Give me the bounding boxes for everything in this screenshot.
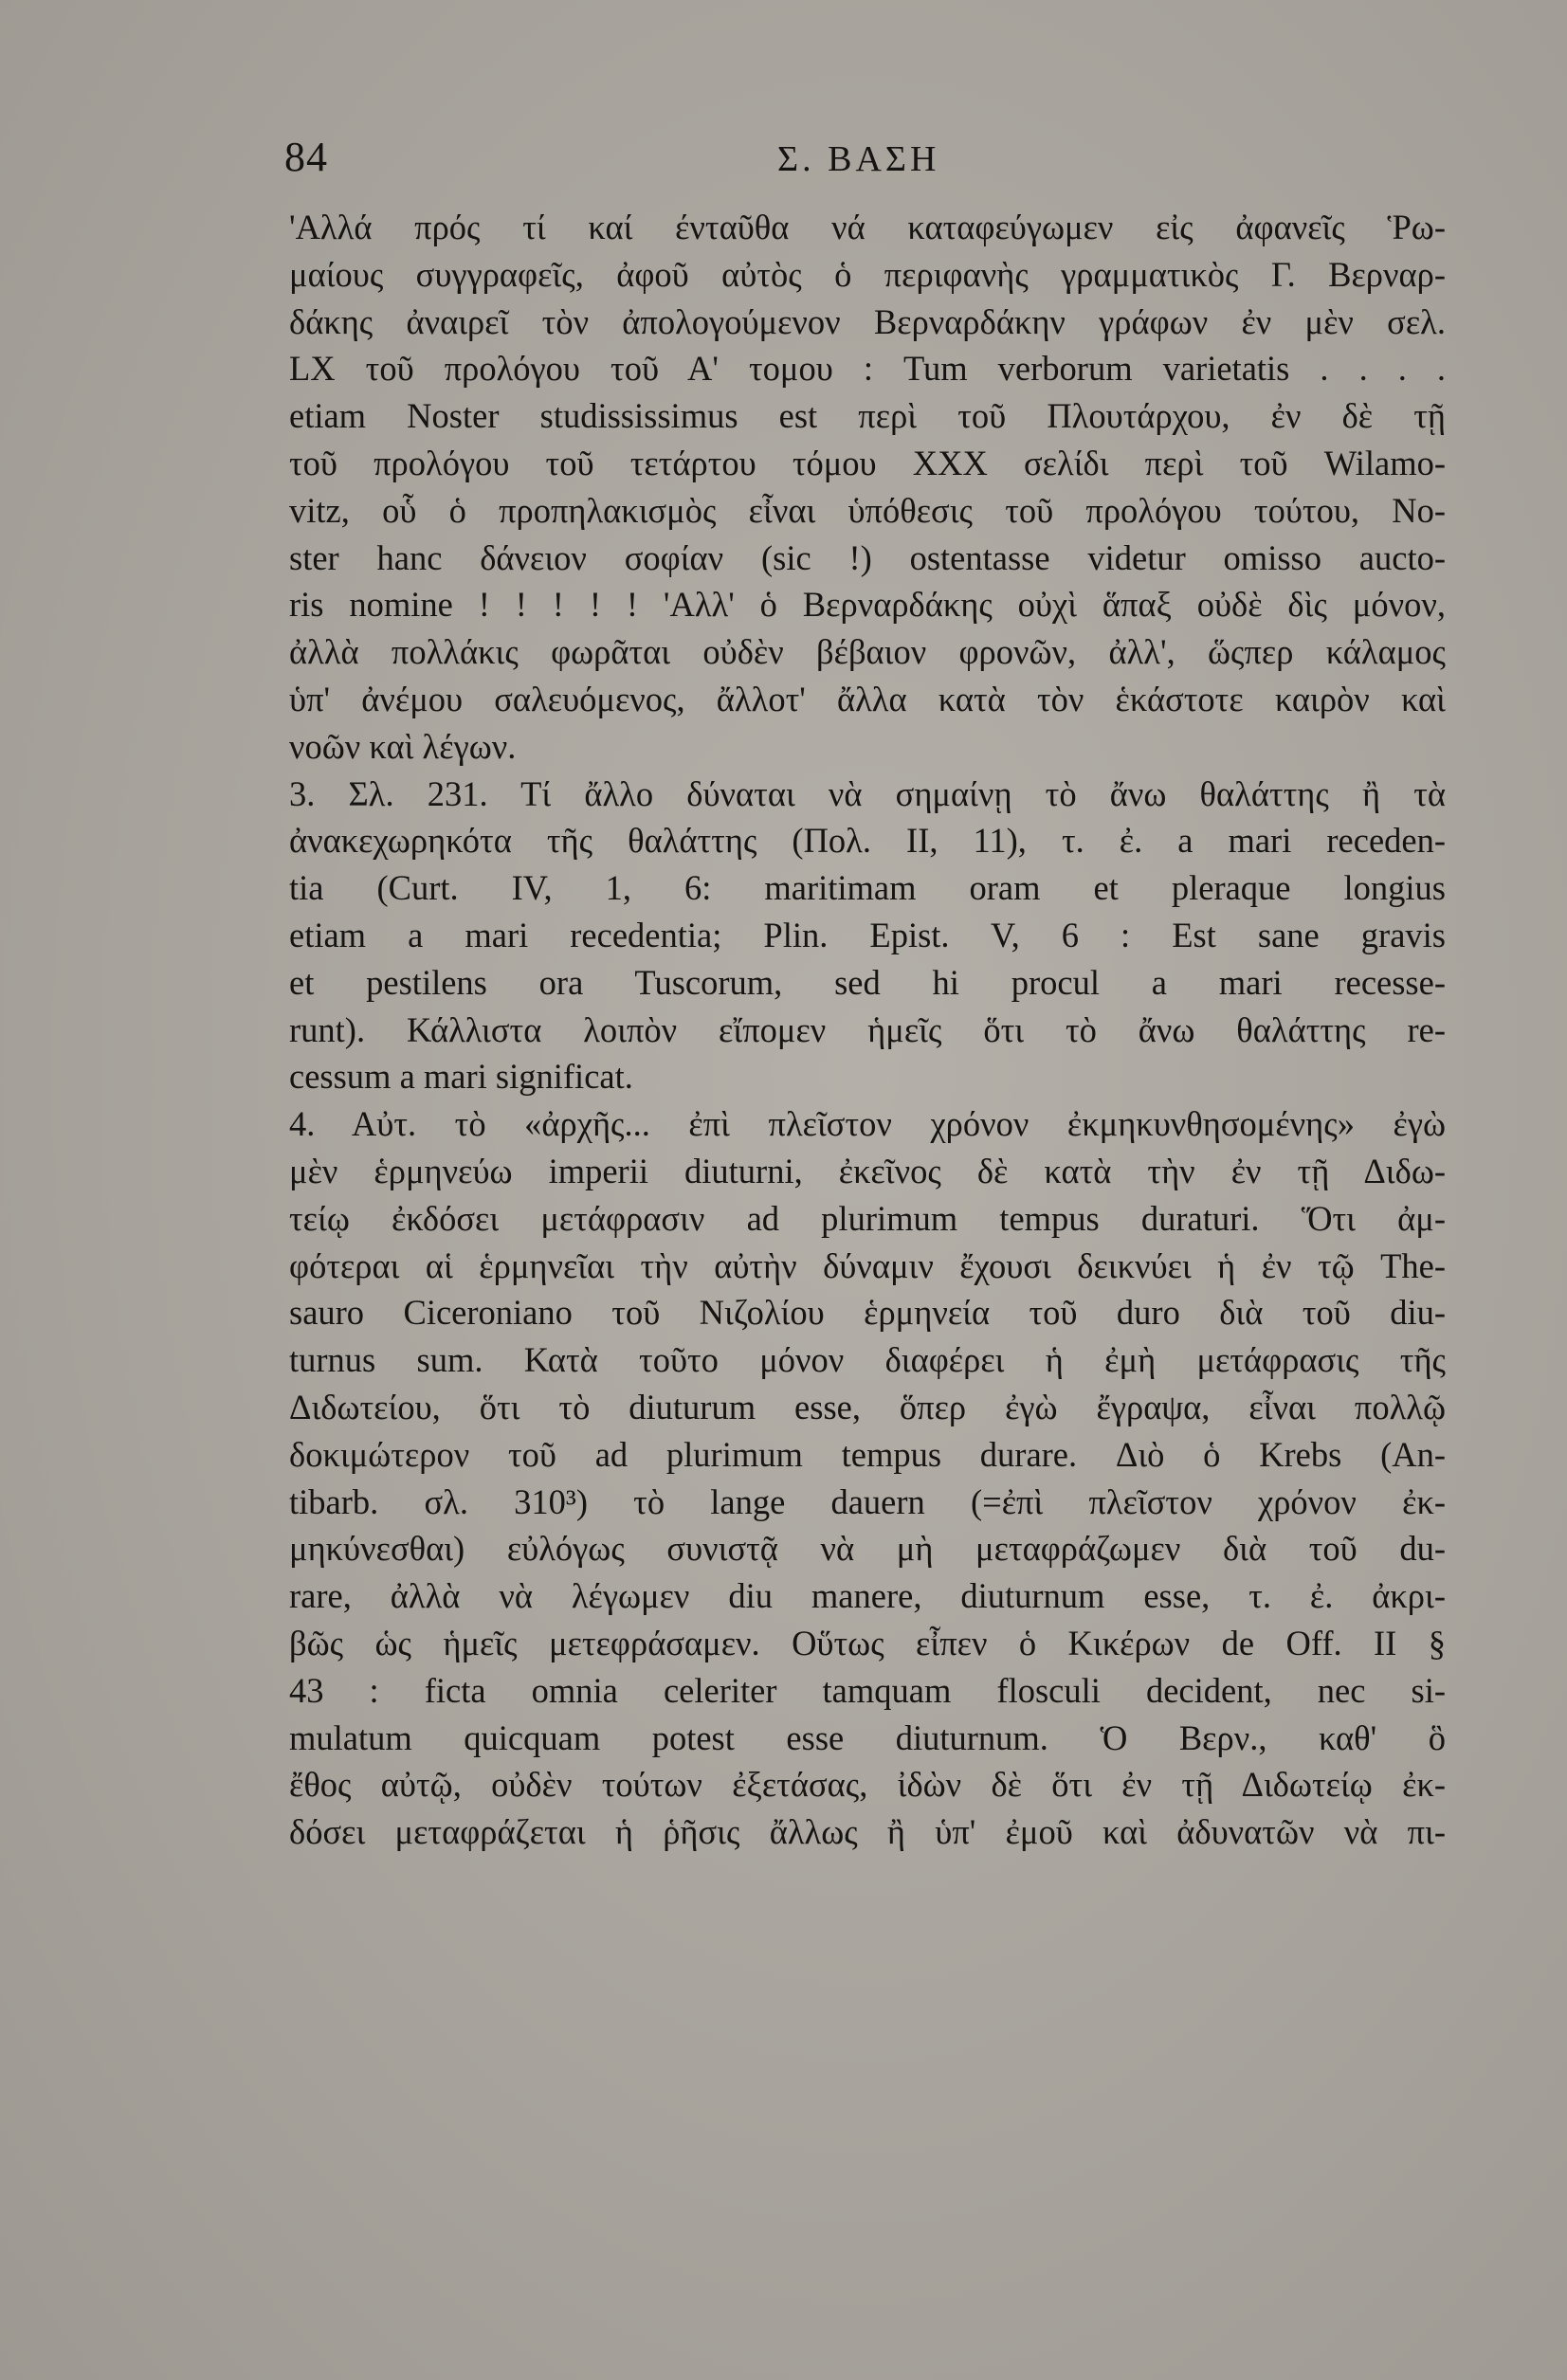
text-line: μαίους συγγραφεῖς, ἀφοῦ αὐτὸς ὁ περιφανὴς γραμματικὸς Γ. Βερναρ- xyxy=(289,254,1446,294)
body-text xyxy=(289,204,1446,1856)
running-head: Σ. ΒΑΣΗ xyxy=(777,139,940,179)
text-line: cessum a mari significat. xyxy=(289,1057,633,1097)
text-line: νοῶν καὶ λέγων. xyxy=(289,726,517,766)
page-number: 84 xyxy=(284,134,328,180)
text-line: etiam Noster studississimus est περὶ τοῦ Πλουτάρχου, ἐν δὲ τῇ xyxy=(289,396,1446,436)
page-header xyxy=(284,133,1441,190)
text-line: sauro Ciceroniano τοῦ Νιζολίου ἑρμηνεία τοῦ duro διὰ τοῦ diu- xyxy=(289,1293,1446,1333)
text-line: μὲν ἑρμηνεύω imperii diuturni, ἐκεῖνος δὲ κατὰ τὴν ἐν τῇ Διδω- xyxy=(289,1151,1446,1190)
text-line: turnus sum. Κατὰ τοῦτο μόνον διαφέρει ἡ ἐμὴ μετάφρασις τῆς xyxy=(289,1340,1446,1380)
text-line: tibarb. σλ. 310³) τὸ lange dauern (=ἐπὶ πλεῖστον χρόνον ἐκ- xyxy=(289,1481,1446,1521)
text-line: vitz, οὗ ὁ προπηλακισμὸς εἶναι ὑπόθεσις τοῦ προλόγου τούτου, No- xyxy=(289,490,1446,530)
text-line: δάκης ἀναιρεῖ τὸν ἀπολογούμενον Βερναρδάκην γράφων ἐν μὲν σελ. xyxy=(289,301,1446,341)
text-line: ἔθος αὐτῷ, οὐδὲν τούτων ἐξετάσας, ἰδὼν δὲ ὅτι ἐν τῇ Διδωτείῳ ἐκ- xyxy=(289,1765,1446,1805)
text-line: LX τοῦ προλόγου τοῦ Α' τομου : Tum verborum varietatis . . . . xyxy=(289,349,1446,389)
text-line: Διδωτείου, ὅτι τὸ diuturum esse, ὅπερ ἐγὼ ἔγραψα, εἶναι πολλῷ xyxy=(289,1387,1446,1426)
text-line: tia (Curt. IV, 1, 6: maritimam oram et pleraque longius xyxy=(289,868,1446,908)
text-line: etiam a mari recedentia; Plin. Epist. V, 6 : Est sane gravis xyxy=(289,915,1446,954)
text-line: 4. Αὐτ. τὸ «ἀρχῆς... ἐπὶ πλεῖστον χρόνον ἐκμηκυνθησομένης» ἐγὼ xyxy=(289,1104,1446,1144)
text-line: 3. Σλ. 231. Τί ἄλλο δύναται νὰ σημαίνῃ τὸ ἄνω θαλάττης ἢ τὰ xyxy=(289,773,1446,813)
text-line: μηκύνεσθαι) εὐλόγως συνιστᾷ νὰ μὴ μεταφράζωμεν διὰ τοῦ du- xyxy=(289,1529,1446,1569)
text-line: φότεραι αἱ ἑρμηνεῖαι τὴν αὐτὴν δύναμιν ἔχουσι δεικνύει ἡ ἐν τῷ The- xyxy=(289,1245,1446,1285)
text-line: τοῦ προλόγου τοῦ τετάρτου τόμου XXX σελίδι περὶ τοῦ Wilamo- xyxy=(289,443,1446,482)
text-line: mulatum quicquam potest esse diuturnum. Ὁ Βερν., καθ' ὃ xyxy=(289,1717,1446,1757)
text-line: rare, ἀλλὰ νὰ λέγωμεν diu manere, diuturnum esse, τ. ἐ. ἀκρι- xyxy=(289,1576,1446,1616)
text-line: ὑπ' ἀνέμου σαλευόμενος, ἄλλοτ' ἄλλα κατὰ τὸν ἑκάστοτε καιρὸν καὶ xyxy=(289,679,1446,718)
text-line: ἀλλὰ πολλάκις φωρᾶται οὐδὲν βέβαιον φρονῶν, ἀλλ', ὥςπερ κάλαμος xyxy=(289,632,1446,672)
text-line: runt). Κάλλιστα λοιπὸν εἴπομεν ἡμεῖς ὅτι τὸ ἄνω θαλάττης re- xyxy=(289,1009,1446,1049)
text-line: ster hanc δάνειον σοφίαν (sic !) ostentasse videtur omisso aucto- xyxy=(289,537,1446,577)
text-line: ἀνακεχωρηκότα τῆς θαλάττης (Πολ. II, 11), τ. ἐ. a mari receden- xyxy=(289,821,1446,861)
text-line: δοκιμώτερον τοῦ ad plurimum tempus durare. Διὸ ὁ Krebs (An- xyxy=(289,1434,1446,1474)
text-line: 'Αλλά πρός τί καί ένταῦθα νά καταφεύγωμεν εἰς ἀφανεῖς Ῥω- xyxy=(289,208,1446,246)
text-line: 43 : ficta omnia celeriter tamquam flosculi decident, nec si- xyxy=(289,1670,1446,1710)
text-line: δόσει μεταφράζεται ἡ ῥῆσις ἄλλως ἢ ὑπ' ἐμοῦ καὶ ἀδυνατῶν νὰ πι- xyxy=(289,1812,1446,1852)
text-line: τείῳ ἐκδόσει μετάφρασιν ad plurimum tempus duraturi. Ὅτι ἀμ- xyxy=(289,1198,1446,1238)
text-line: et pestilens ora Tuscorum, sed hi procul a mari recesse- xyxy=(289,962,1446,1002)
text-line: βῶς ὡς ἡμεῖς μετεφράσαμεν. Οὕτως εἶπεν ὁ Κικέρων de Off. II § xyxy=(289,1623,1446,1662)
text-line: ris nomine ! ! ! ! ! 'Αλλ' ὁ Βερναρδάκης οὐχὶ ἅπαξ οὐδὲ δὶς μόνον, xyxy=(289,585,1446,625)
